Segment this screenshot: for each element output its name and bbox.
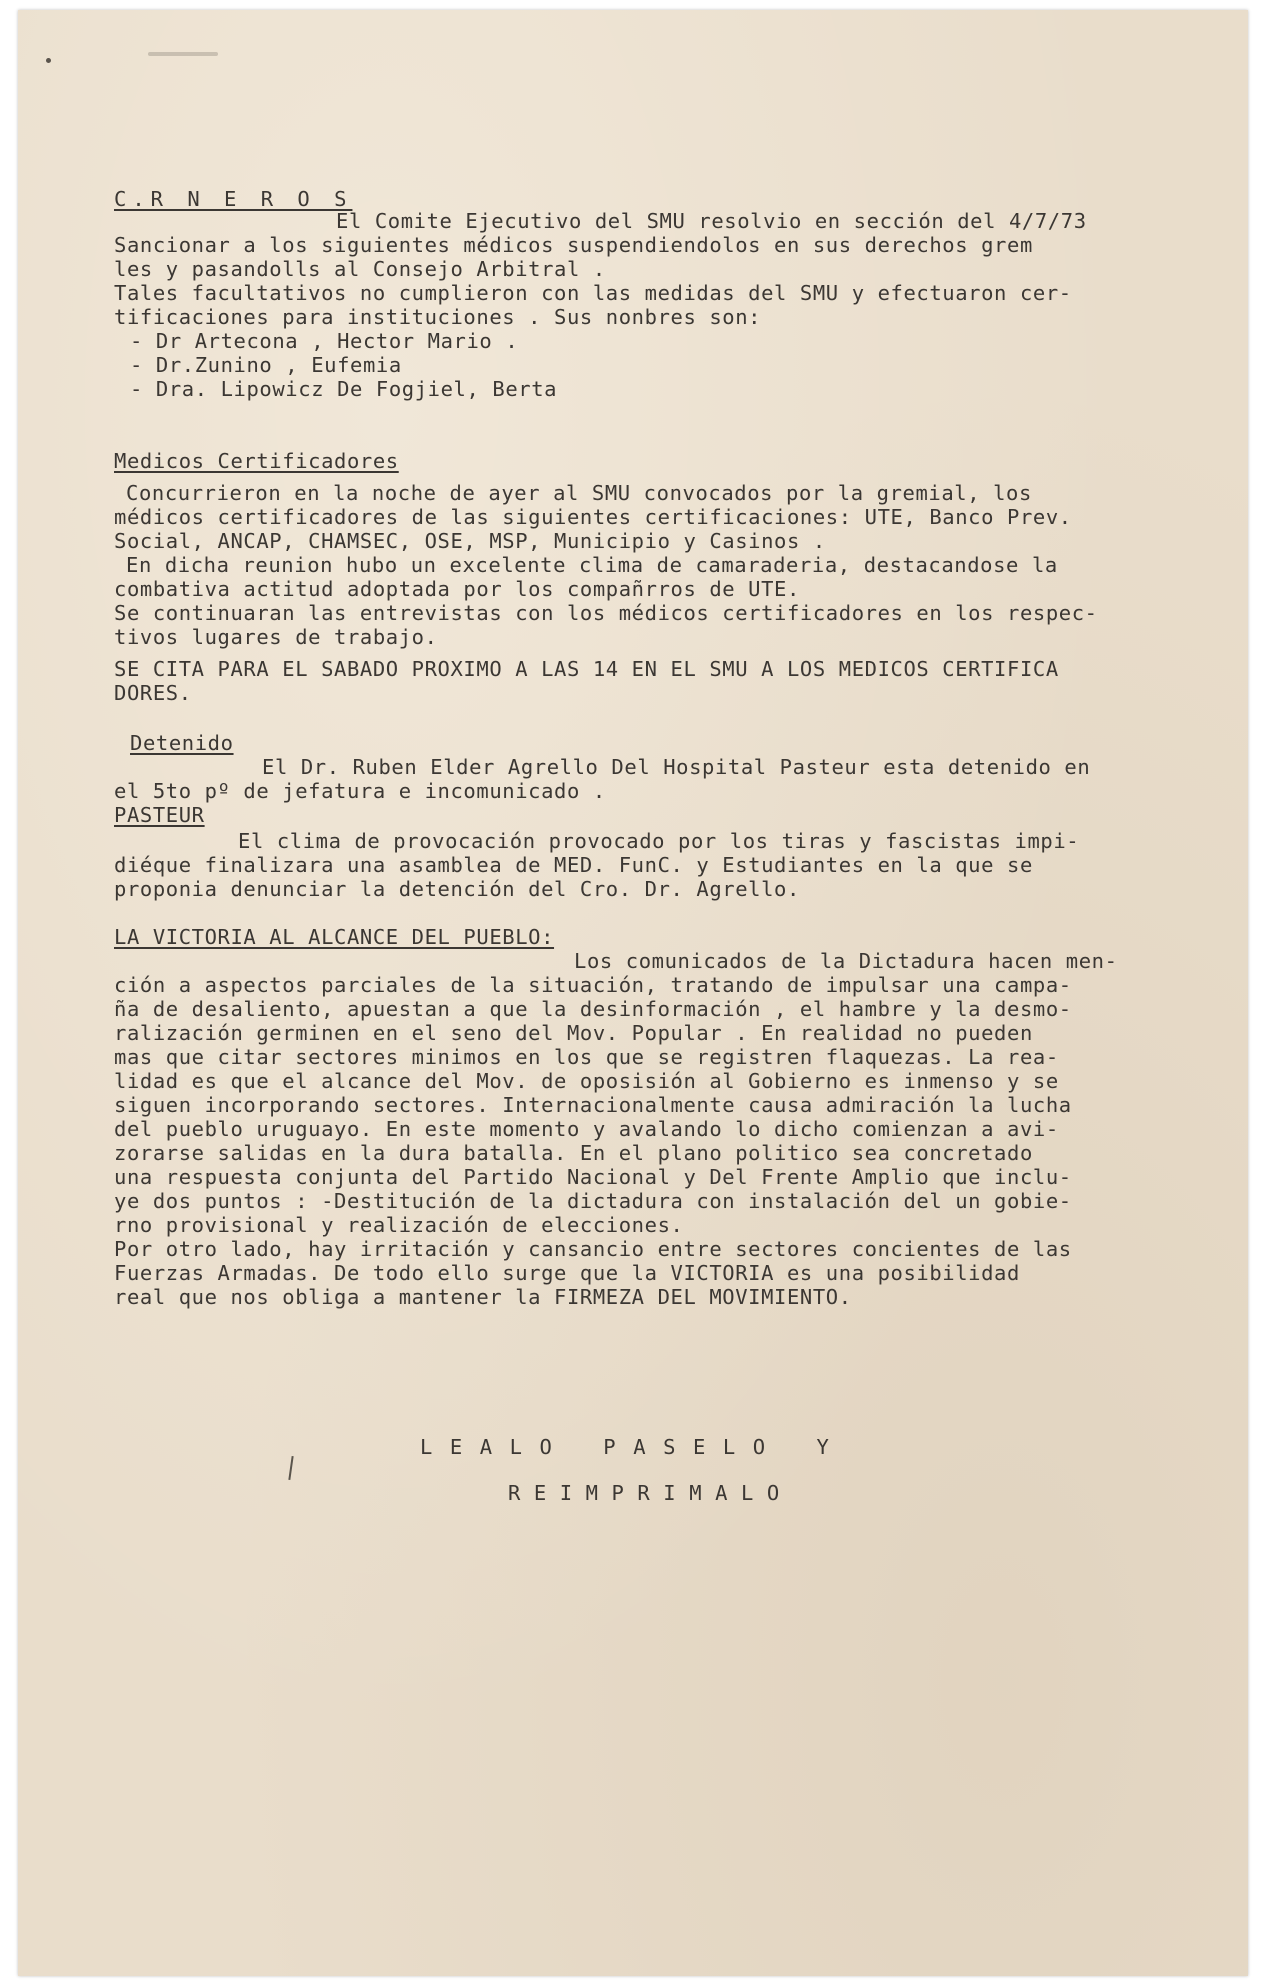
heading-carneros: C.R N E R O S [114, 187, 353, 211]
paper-sheet [18, 10, 1248, 1976]
text-line: En dicha reunion hubo un excelente clima de camaraderia, destacandose la [126, 553, 1058, 577]
text-line: El Comite Ejecutivo del SMU resolvio en sección del 4/7/73 [336, 209, 1087, 233]
text-line: diéque finalizara una asamblea de MED. FunC. y Estudiantes en la que se [114, 853, 1033, 877]
text-line: proponia denunciar la detención del Cro. Dr. Agrello. [114, 877, 800, 901]
text-line: - Dra. Lipowicz De Fogjiel, Berta [130, 377, 558, 401]
text-line: Concurrieron en la noche de ayer al SMU convocados por la gremial, los [126, 481, 1032, 505]
text-line: Tales facultativos no cumplieron con las medidas del SMU y efectuaron cer- [114, 281, 1072, 305]
text-line: Los comunicados de la Dictadura hacen men- [574, 949, 1118, 973]
text-line: el 5to pº de jefatura e incomunicado . [114, 779, 606, 803]
heading-medicos-certificadores: Medicos Certificadores [114, 449, 399, 473]
text-line: una respuesta conjunta del Partido Nacional y Del Frente Amplio que inclu- [114, 1165, 1072, 1189]
closing-line-2: R E I M P R I M A L O [508, 1481, 780, 1505]
text-line: ye dos puntos : -Destitución de la dictadura con instalación del un gobie- [114, 1189, 1072, 1213]
text-line: - Dr.Zunino , Eufemia [130, 353, 402, 377]
text-line: rno provisional y realización de elecciones. [114, 1213, 684, 1237]
ink-speck [46, 58, 51, 63]
pen-stroke [288, 1456, 293, 1480]
text-line: ción a aspectos parciales de la situación, tratando de impulsar una campa- [114, 973, 1072, 997]
text-line: Sancionar a los siguientes médicos suspendiendolos en sus derechos grem [114, 233, 1033, 257]
text-line: El clima de provocación provocado por los tiras y fascistas impi- [238, 829, 1080, 853]
text-line: del pueblo uruguayo. En este momento y avalando lo dicho comienzan a avi- [114, 1117, 1059, 1141]
heading-pasteur: PASTEUR [114, 803, 205, 827]
heading-victoria: LA VICTORIA AL ALCANCE DEL PUEBLO: [114, 925, 555, 949]
closing-line-1: L E A L O P A S E L O Y [420, 1435, 830, 1459]
text-line: - Dr Artecona , Hector Mario . [130, 329, 519, 353]
text-line: siguen incorporando sectores. Internacionalmente causa admiración la lucha [114, 1093, 1072, 1117]
text-line: Social, ANCAP, CHAMSEC, OSE, MSP, Municipio y Casinos . [114, 529, 826, 553]
text-line: tivos lugares de trabajo. [114, 625, 438, 649]
text-line: Fuerzas Armadas. De todo ello surge que la VICTORIA es una posibilidad [114, 1261, 1020, 1285]
text-line: SE CITA PARA EL SABADO PROXIMO A LAS 14 EN EL SMU A LOS MEDICOS CERTIFICA [114, 657, 1059, 681]
text-line: ña de desaliento, apuestan a que la desinformación , el hambre y la desmo- [114, 997, 1072, 1021]
text-line: DORES. [114, 681, 192, 705]
text-line: Se continuaran las entrevistas con los médicos certificadores en los respec- [114, 601, 1098, 625]
text-line: lidad es que el alcance del Mov. de oposisión al Gobierno es inmenso y se [114, 1069, 1059, 1093]
text-line: combativa actitud adoptada por los compañrros de UTE. [114, 577, 800, 601]
text-line: Por otro lado, hay irritación y cansancio entre sectores concientes de las [114, 1237, 1072, 1261]
text-line: zorarse salidas en la dura batalla. En el plano politico sea concretado [114, 1141, 1033, 1165]
text-line: ralización germinen en el seno del Mov. Popular . En realidad no pueden [114, 1021, 1033, 1045]
text-line: tificaciones para instituciones . Sus nonbres son: [114, 305, 762, 329]
text-line: les y pasandolls al Consejo Arbitral . [114, 257, 606, 281]
typed-document [114, 10, 1224, 1505]
text-line: mas que citar sectores minimos en los que se registren flaquezas. La rea- [114, 1045, 1059, 1069]
text-line: El Dr. Ruben Elder Agrello Del Hospital Pasteur esta detenido en [262, 755, 1091, 779]
heading-detenido: Detenido [130, 731, 234, 755]
text-line: médicos certificadores de las siguientes certificaciones: UTE, Banco Prev. [114, 505, 1072, 529]
text-line: real que nos obliga a mantener la FIRMEZA DEL MOVIMIENTO. [114, 1285, 852, 1309]
